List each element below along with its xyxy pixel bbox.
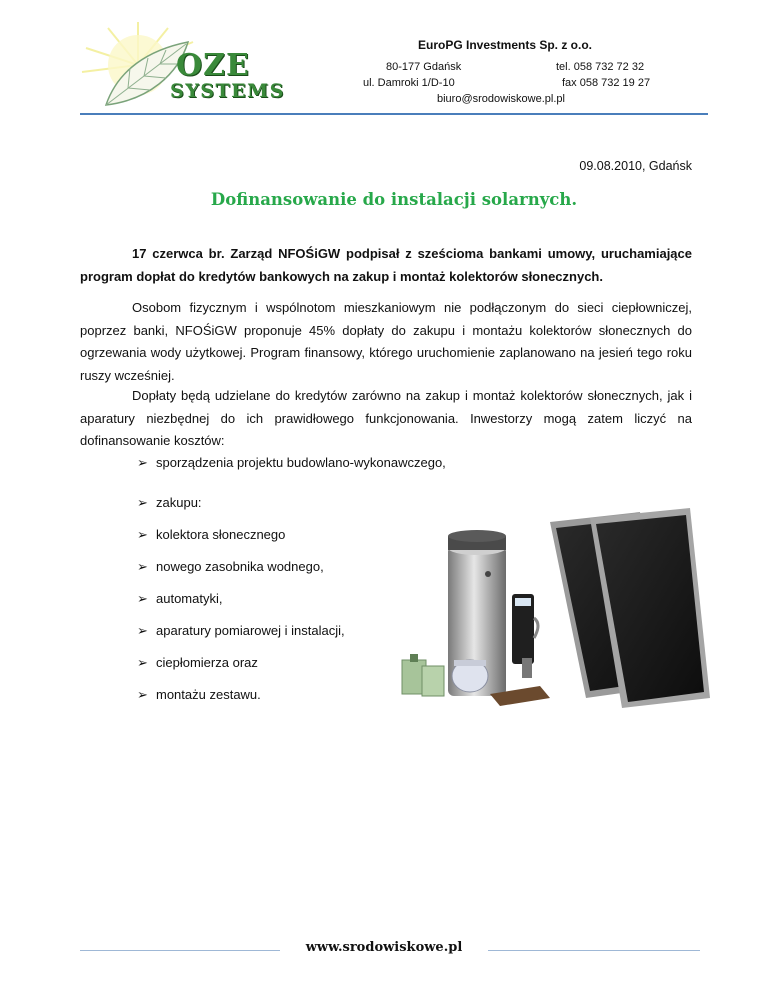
list-item: ➢ sporządzenia projektu budowlano-wykonawczego, [137,455,446,470]
list-item: ➢ kolektora słonecznego [137,527,286,542]
address-line-1: 80-177 Gdańsk [386,61,462,73]
arrow-bullet-icon: ➢ [137,623,148,638]
logo-text-systems: SYSTEMS [170,80,285,102]
document-date: 09.08.2010, Gdańsk [579,159,692,173]
company-logo [78,20,294,110]
arrow-bullet-icon: ➢ [137,559,148,574]
arrow-bullet-icon: ➢ [137,455,148,470]
arrow-bullet-icon: ➢ [137,591,148,606]
paragraph-3: Dopłaty będą udzielane do kredytów zarówno na zakup i montaż kolektorów słonecznych, jak i aparatury niezbędnej do ich prawidłowego funkcjonowania. Inwestorzy mogą zatem liczyć na dofinansowanie kosztów: [80,388,692,448]
arrow-bullet-icon: ➢ [137,495,148,510]
list-item: ➢ automatyki, [137,591,223,606]
paragraph-1: 17 czerwca br. Zarząd NFOŚiGW podpisał z sześcioma bankami umowy, uruchamiające program dopłat do kredytów bankowych na zakup i montaż kolektorów słonecznych. [80,246,692,284]
arrow-bullet-icon: ➢ [137,687,148,702]
list-item: ➢ ciepłomierza oraz [137,655,258,670]
list-item: ➢ montażu zestawu. [137,687,261,702]
list-item: ➢ zakupu: [137,495,202,510]
solar-kit-illustration [390,508,712,714]
footer-rule-right [488,950,700,951]
fax-number: fax 058 732 19 27 [562,77,651,89]
company-name: EuroPG Investments Sp. z o.o. [417,38,593,52]
footer-website: www.srodowiskowe.pl [305,940,463,955]
phone-number: tel. 058 732 72 32 [556,61,645,73]
address-line-2: ul. Damroki 1/D-10 [363,77,455,89]
arrow-bullet-icon: ➢ [137,527,148,542]
paragraph-2: Osobom fizycznym i wspólnotom mieszkaniowym nie podłączonym do sieci ciepłowniczej, poprzez banki, NFOŚiGW proponuje 45% dopłaty do zakupu i montażu kolektorów słonecznych do ogrzewania wody użytkowej. Program finansowy, którego uruchomienie zaplanowano na jesień tego roku ruszy wcześniej. [80,300,692,383]
footer-rule-left [80,950,280,951]
header-divider [80,113,708,115]
list-item: ➢ aparatury pomiarowej i instalacji, [137,623,345,638]
logo-text-oze: OZE [176,48,250,83]
email-address: biuro@srodowiskowe.pl.pl [437,93,565,105]
list-item: ➢ nowego zasobnika wodnego, [137,559,324,574]
document-title: Dofinansowanie do instalacji solarnych. [210,190,578,209]
arrow-bullet-icon: ➢ [137,655,148,670]
